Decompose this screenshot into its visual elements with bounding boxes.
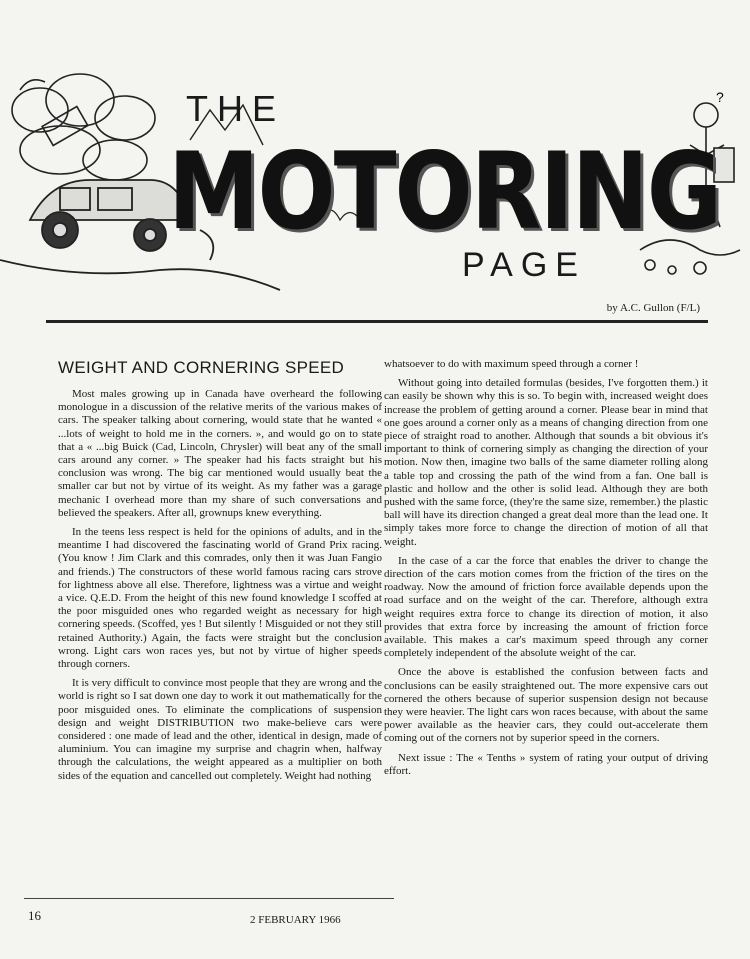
title-page: PAGE [462,246,586,284]
title-motoring: MOTORING [168,130,721,254]
article-heading: WEIGHT AND CORNERING SPEED [58,358,345,377]
issue-date: 2 FEBRUARY 1966 [250,914,341,926]
svg-text:?: ? [716,89,724,105]
paragraph-continuation: whatsoever to do with maximum speed through a corner ! [384,358,639,370]
paragraph: Once the above is established the confusion between facts and conclusions can be easily straightened out. The more expensive cars out cornered the others because of superior suspension design not because they were heavier. The light cars won races because, with about the same power available as the heavier cars, they could out-accelerate them coming out of the corners not by superior speed in the corners. [384,666,708,745]
paragraph: It is very difficult to convince most people that they are wrong and the world is right so I sat down one day to work it out mathematically for the poor misguided ones. To eliminate the complications of suspension design and weight DISTRIBUTION two make-believe cars were considered : one made of lead and the other, identical in design, made of aluminium. You can imagine my surprise and chagrin when, halfway through the calculations, the weight appeared as a multiplier on both sides of the equation and cancelled out completely. Weight had nothing [58,677,382,782]
left-column [58,388,382,789]
page-number: 16 [28,908,41,923]
right-column [384,358,708,784]
title-the: THE [186,88,285,129]
author-byline: by A.C. Gullon (F/L) [606,302,700,314]
paragraph: In the teens less respect is held for the opinions of adults, and in the meantime I had discovered the fascinating world of Grand Prix racing. (You know ! Jim Clark and this comrades, only then it was Juan Fangio and friends.) The constructors of these world famous racing cars strove for lightness above all else. Therefore, lightness was a virtue and weight a vice. Q.E.D. From the height of this new found knowledge I scoffed at the poor misguided ones who regarded weight as necessary for high cornering speeds. (Scoffed, yes ! But silently ! Misguided or not they still retained Authority.) Again, the facts were straight but the conclusion wrong. Light cars won races yes, but not by virtue of higher speeds through corners. [58,526,382,671]
masthead-illustration [0,70,750,300]
paragraph: Next issue : The « Tenths » system of rating your output of driving effort. [384,751,708,777]
paragraph: Most males growing up in Canada have overheard the following monologue in a discussion of the relative merits of the various makes of cars. The speaker talking about cornering, would state that he wanted « ...lots of weight to hold me in the corners. », and would go on to state that a « ...big Buick (Cad, Lincoln, Chrysler) will beat any of the small cars around any corner. » The speaker had his facts straight but his conclusion was wrong. The big car mentioned would usually beat the smaller car but not by virtue of its weight. As my father was a garage mechanic I overhead more than my share of such conversations and believed the speakers. After all, grownups knew everything. [58,388,382,519]
paragraph: Without going into detailed formulas (besides, I've forgotten them.) it can easily be shown why this is so. To begin with, increased weight does increase the problem of getting around a corner. Please bear in mind that one goes around a corner only as a means of changing direction from one piece of straight road to another. Although that sounds a bit obvious it's important to think of cornering simply as changing the direction of your motion. Now then, imagine two balls of the same diameter rolling along a table top and crossing the path of the wind from a fan. One ball is plastic and hollow and the other is solid lead. Although they are both pushed with the same force, (they're the same size, remember.) the plastic ball will have its direction changed a great deal more than the lead one. It simply takes more force to change the direction of motion of all that weight. [384,377,708,548]
top-divider [46,320,708,323]
paragraph: In the case of a car the force that enables the driver to change the direction of the cars motion comes from the friction of the tires on the roadway. Now the amound of friction force available depends upon the road surface and on the weight of the car. Therefore, although extra weight requires extra force to change its direction of motion, it also provides that extra force by increasing the amount of friction force available. This makes a car's maximum speed through any corner completely independent of the absolute weight of the car. [384,554,708,660]
bottom-divider [24,898,394,899]
